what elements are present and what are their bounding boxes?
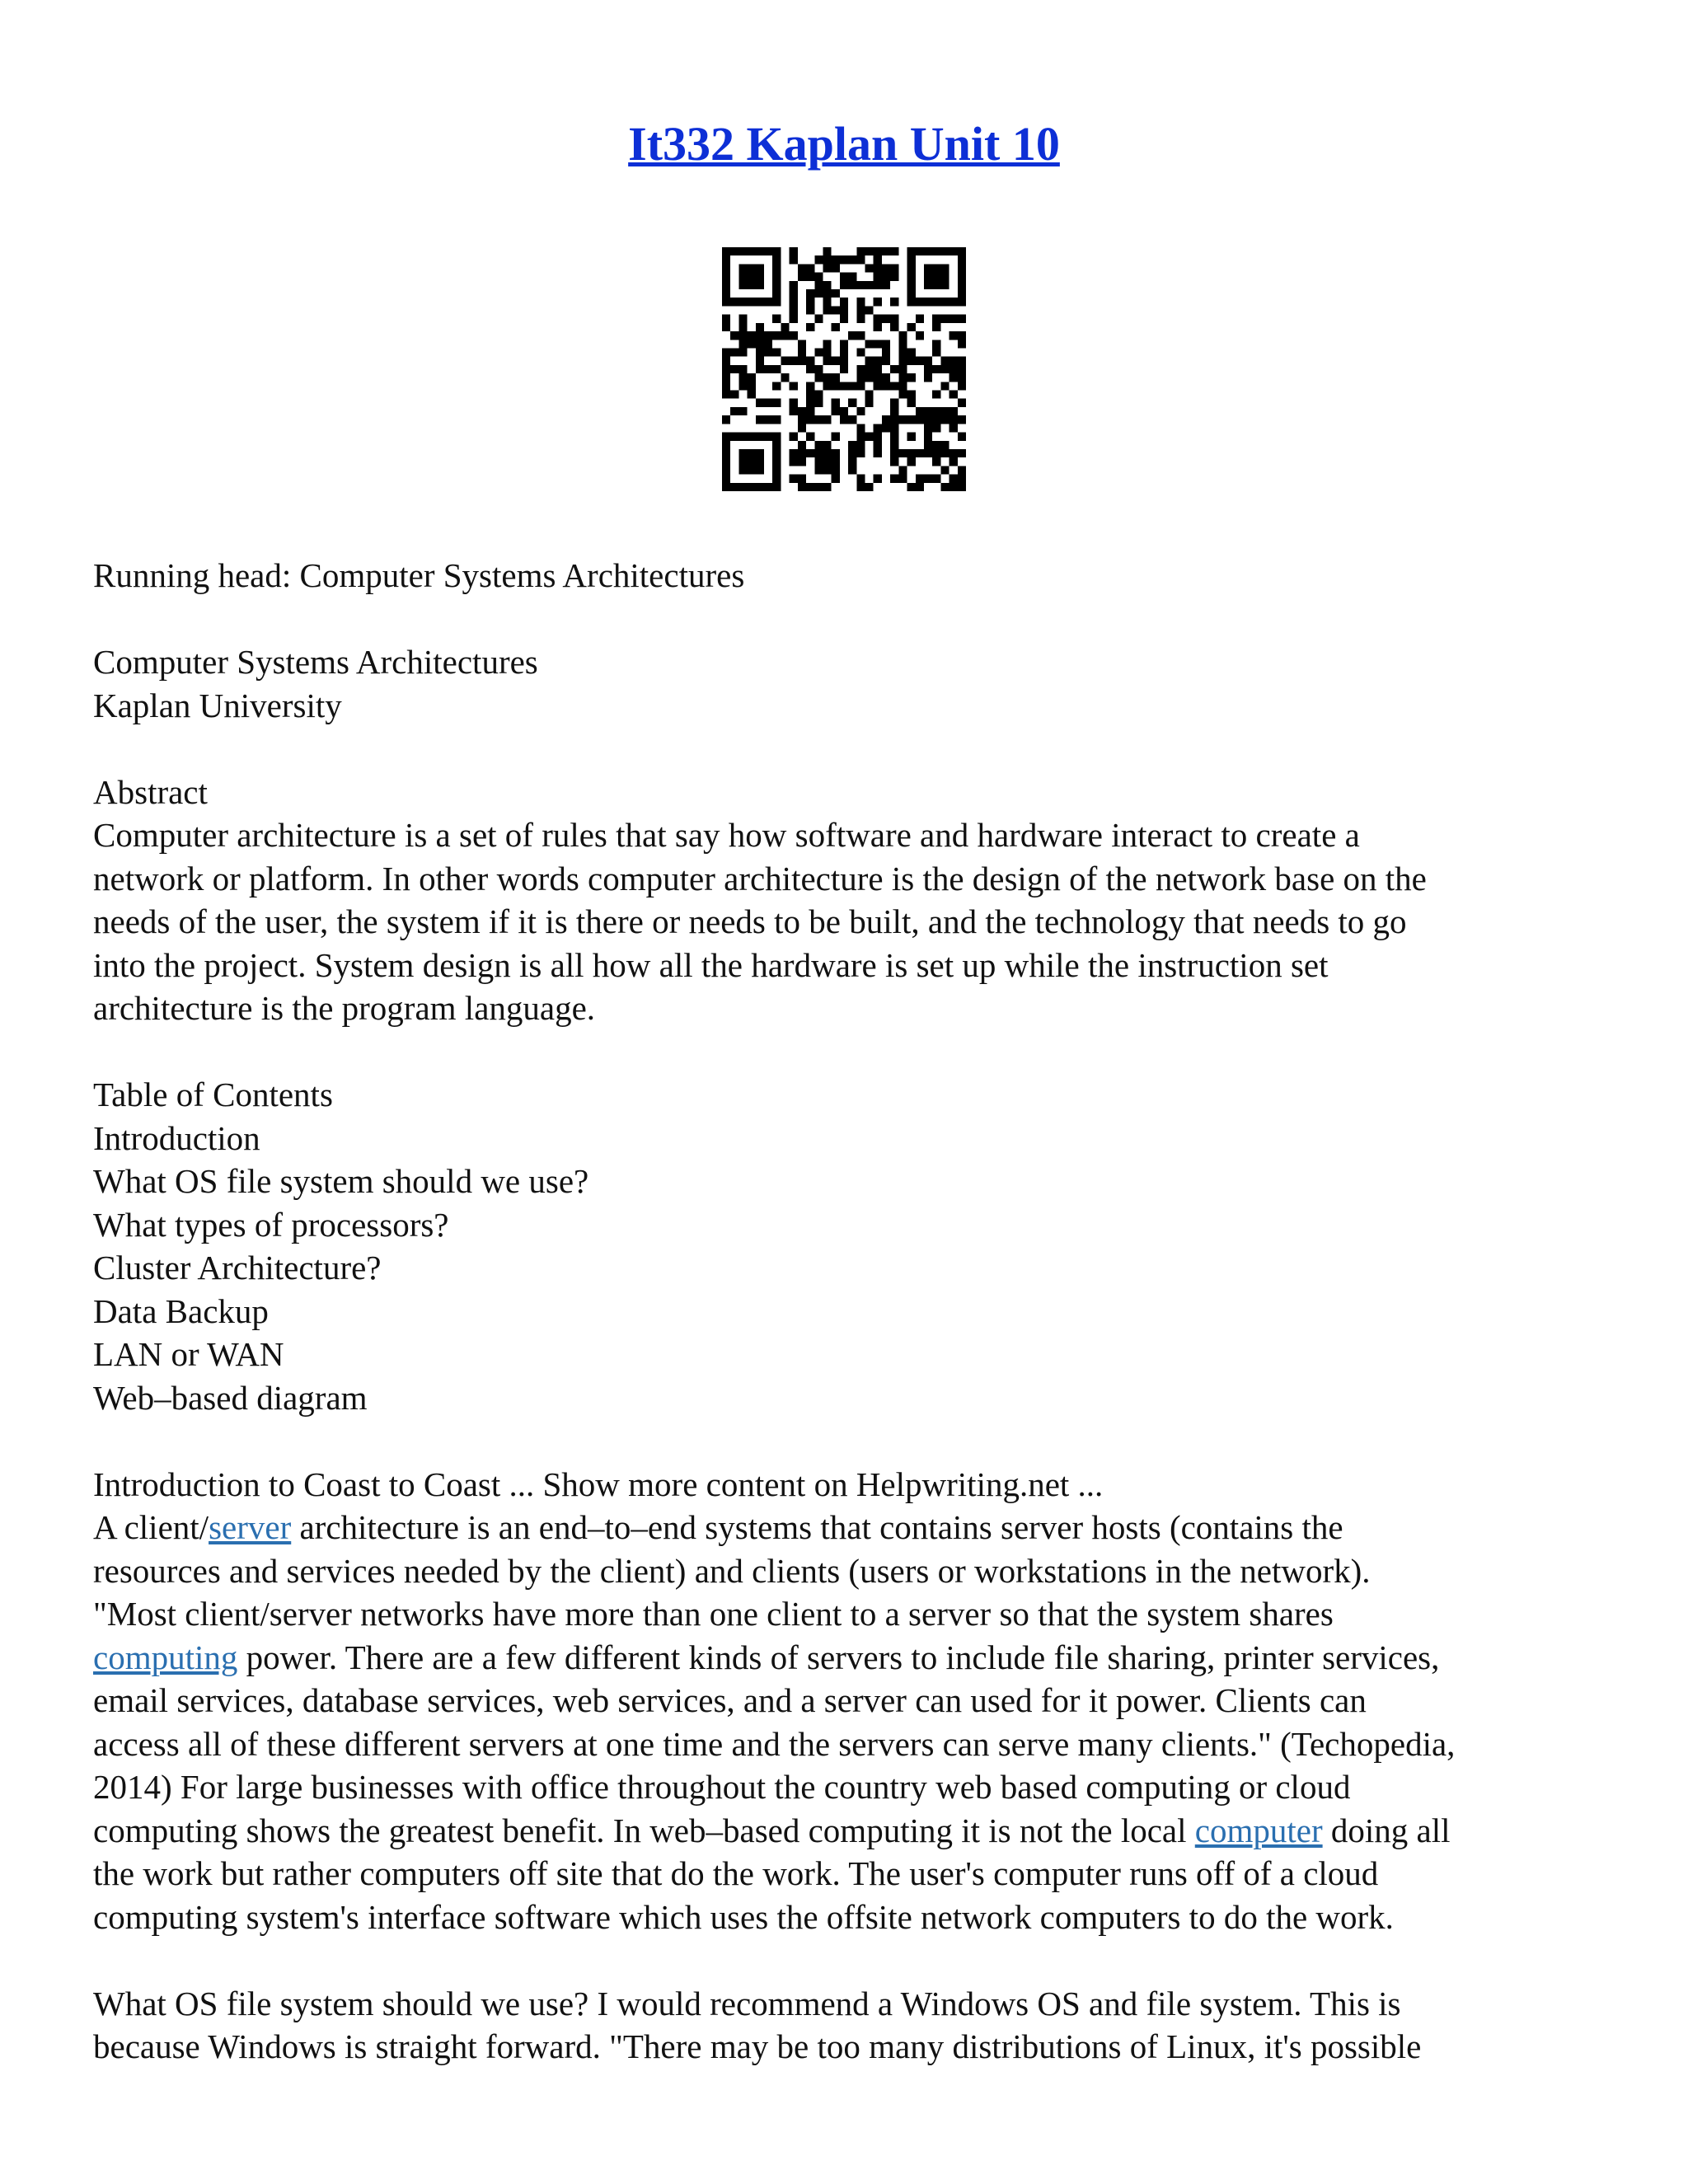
toc-item: What types of processors? — [93, 1205, 449, 1244]
abstract-section — [93, 771, 1601, 1030]
os-line: What OS file system should we use? I would recommend a Windows OS and file system. This is — [93, 1984, 1401, 2022]
toc-item: Web–based diagram — [93, 1378, 368, 1417]
toc-item: Cluster Architecture? — [93, 1249, 382, 1286]
abstract-line: architecture is the program language. — [93, 989, 596, 1027]
abstract-line: network or platform. In other words computer architecture is the design of the network base on the — [93, 859, 1427, 898]
intro-line: email services, database services, web services, and a server can used for it power. Clients can — [93, 1681, 1367, 1719]
table-of-contents — [93, 1073, 1601, 1419]
toc-heading: Table of Contents — [93, 1076, 333, 1113]
server-link[interactable]: server — [209, 1508, 292, 1546]
intro-teaser: Introduction to Coast to Coast ... Show more content on Helpwriting.net ... — [93, 1465, 1104, 1503]
introduction-section — [93, 1463, 1601, 1939]
cover-institution: Kaplan University — [93, 686, 342, 724]
computer-link[interactable]: computer — [1194, 1811, 1323, 1849]
intro-line: A client/server architecture is an end–to–end systems that contains server hosts (contains the — [93, 1508, 1343, 1546]
intro-line: computing power. There are a few different kinds of servers to include file sharing, printer services, — [93, 1638, 1440, 1676]
intro-line: computing shows the greatest benefit. In web–based computing it is not the local computer doing all — [93, 1811, 1451, 1849]
abstract-line: needs of the user, the system if it is there or needs to be built, and the technology that needs to go — [93, 902, 1407, 940]
os-line: because Windows is straight forward. "There may be too many distributions of Linux, it's possible — [93, 2027, 1422, 2065]
document-title-link[interactable]: It332 Kaplan Unit 10 — [628, 117, 1060, 171]
document-title — [0, 115, 1688, 173]
intro-line: the work but rather computers off site that do the work. The user's computer runs off of a cloud — [93, 1854, 1379, 1892]
abstract-line: Computer architecture is a set of rules that say how software and hardware interact to create a — [93, 816, 1360, 854]
toc-item: Data Backup — [93, 1291, 269, 1330]
intro-line: 2014) For large businesses with office throughout the country web based computing or cloud — [93, 1768, 1351, 1806]
cover-title: Computer Systems Architectures — [93, 643, 538, 681]
intro-line: "Most client/server networks have more than one client to a server so that the system shares — [93, 1595, 1334, 1633]
os-section — [93, 1982, 1601, 2069]
toc-item: What OS file system should we use? — [93, 1162, 589, 1200]
intro-line: resources and services needed by the client) and clients (users or workstations in the network). — [93, 1551, 1371, 1590]
running-head: Running head: Computer Systems Architectures — [93, 556, 745, 594]
abstract-heading: Abstract — [93, 772, 208, 811]
intro-line: computing system's interface software which uses the offsite network computers to do the work. — [93, 1897, 1394, 1936]
toc-item: Introduction — [93, 1118, 260, 1157]
toc-item: LAN or WAN — [93, 1335, 284, 1373]
abstract-line: into the project. System design is all how all the hardware is set up while the instruction set — [93, 945, 1329, 984]
intro-line: access all of these different servers at one time and the servers can serve many clients." (Techopedia, — [93, 1724, 1456, 1763]
document-body — [93, 554, 1601, 2111]
cover-block — [93, 640, 1601, 727]
qr-code — [722, 247, 966, 491]
computing-link[interactable]: computing — [93, 1638, 238, 1676]
